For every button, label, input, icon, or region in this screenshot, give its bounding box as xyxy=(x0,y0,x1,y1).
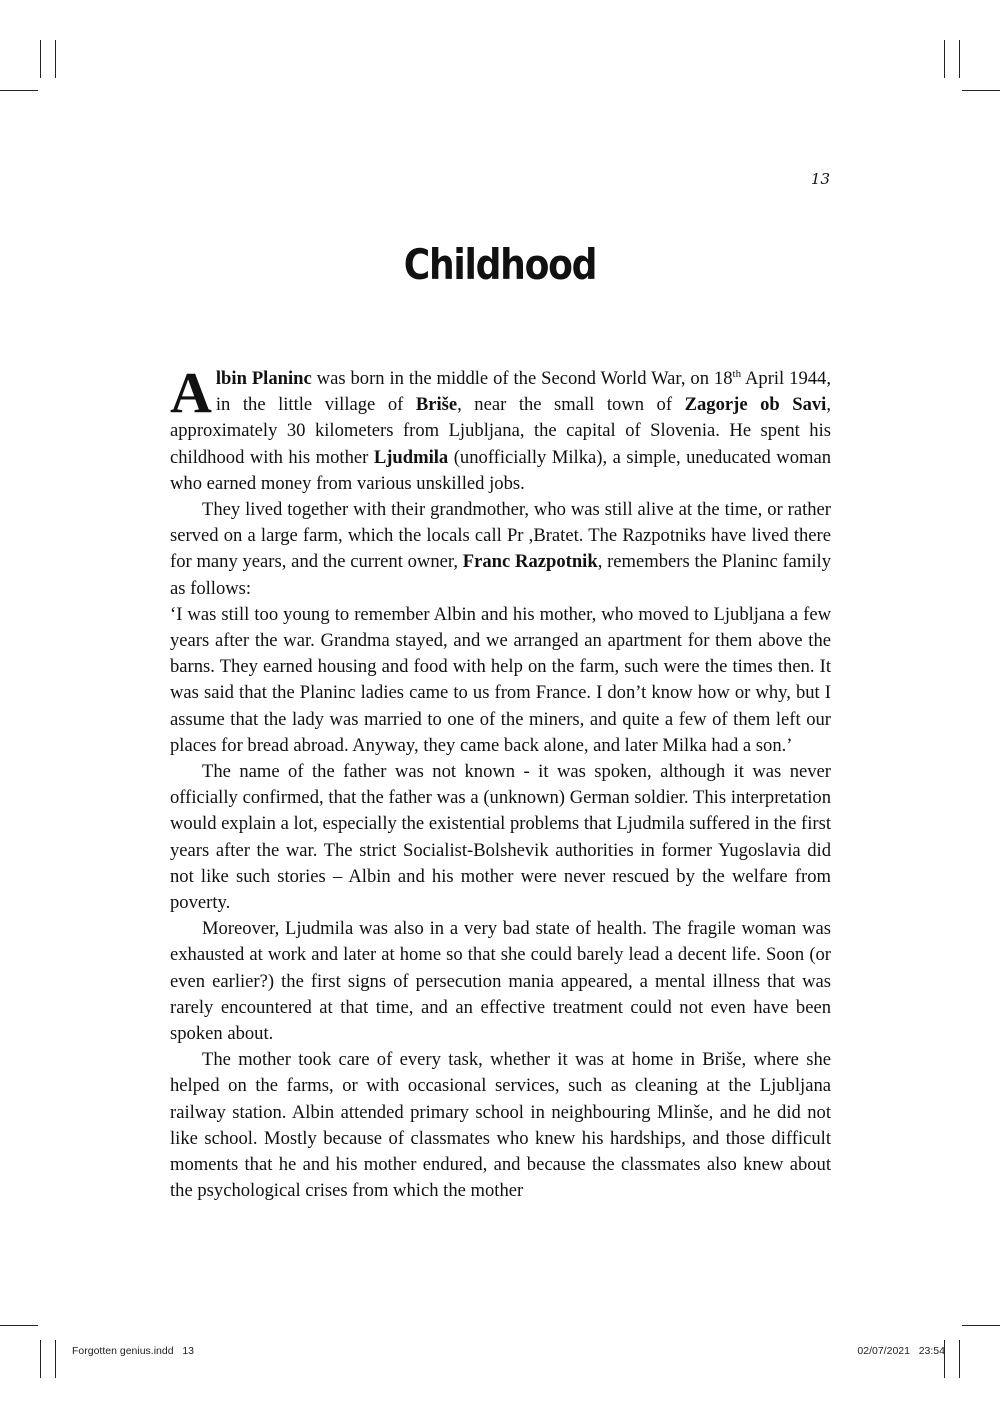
person-name: Ljudmila xyxy=(373,446,449,468)
crop-mark xyxy=(959,40,960,78)
body-text xyxy=(170,360,832,1205)
crop-mark xyxy=(962,1325,1000,1326)
text-run: , remembers the Planinc family as follows: xyxy=(170,551,831,599)
person-name: lbin Planinc xyxy=(215,368,312,389)
paragraph-2 xyxy=(170,497,831,602)
paragraph-5: Moreover, Ljudmila was also in a very bad state of health. The fragile woman was exhausted at work and later at home so that she could barely lead a decent life. Soon (or even earlier?) the first signs of persecution mania appeared, a mental illness that was rarely encountered at that time, and an effective treatment could not even have been spoken about. xyxy=(170,918,831,1045)
text-run: (unofficially Milka), a simple, uneducated woman who earned money from various unskilled jobs. xyxy=(170,446,832,494)
place-name: Zagorje ob Savi xyxy=(684,394,827,416)
text-run: was born in the middle of the Second World War, on 18 xyxy=(311,368,733,389)
paragraph-4: The name of the father was not known - it was spoken, although it was never officially confirmed, that the father was a (unknown) German soldier. This interpretation would explain a lot, especially the existential problems that Ljudmila suffered in the first years after the war. The strict Socialist-Bolshevik authorities in former Yugoslavia did not like such stories – Albin and his mother were never rescued by the welfare from poverty. xyxy=(170,761,831,914)
text-run: , approximately 30 kilometers from Ljubljana, the capital of Slovenia. He spent his childhood with his mother xyxy=(170,394,831,468)
crop-mark xyxy=(55,40,56,78)
crop-mark xyxy=(40,40,41,78)
text-run: , near the small town of xyxy=(457,394,685,416)
paragraph-6: The mother took care of every task, whether it was at home in Briše, where she helped on the farms, or with occasional services, such as cleaning at the Ljubljana railway station. Albin attended primary school in neighbouring Mlinše, and he did not like school. Mostly because of classmates who knew his hardships, and those difficult moments that he and his mother endured, and because the classmates also knew about the psychological crises from which the mother xyxy=(170,1049,831,1202)
slug-date-time: 02/07/2021 23:54 xyxy=(857,1345,945,1357)
crop-mark xyxy=(959,1340,960,1378)
quote-paragraph: ‘I was still too young to remember Albin and his mother, who moved to Ljubljana a few years after the war. Grandma stayed, and we arranged an apartment for them above the barns. They earned housing and food with help on the farm, such were the times then. It was said that the Planinc ladies came to us from France. I don’t know how or why, but I assume that the lady was married to one of the miners, and quite a few of them left our places for bread abroad. Anyway, they came back alone, and later Milka had a son.’ xyxy=(170,603,831,756)
text-run: April 1944, in the little village of xyxy=(215,368,831,416)
crop-mark xyxy=(944,40,945,78)
paragraph-1 xyxy=(170,360,832,497)
crop-mark xyxy=(962,90,1000,91)
crop-mark xyxy=(55,1340,56,1378)
slug-file-info: Forgotten genius.indd 13 xyxy=(72,1345,195,1357)
person-name: Franc Razpotnik xyxy=(462,551,598,573)
place-name: Briše xyxy=(415,394,458,416)
ordinal-suffix: th xyxy=(732,367,742,380)
crop-mark xyxy=(0,1325,38,1326)
page-number: 13 xyxy=(810,170,830,188)
chapter-title: Childhood xyxy=(403,240,597,289)
crop-mark xyxy=(0,90,38,91)
text-run: They lived together with their grandmother, who was still alive at the time, or rather served on a large farm, which the locals call Pr ,Bratet. The Razpotniks have lived there for many years, and the current owner, xyxy=(170,499,831,573)
crop-mark xyxy=(40,1340,41,1378)
drop-cap: A xyxy=(170,360,212,425)
